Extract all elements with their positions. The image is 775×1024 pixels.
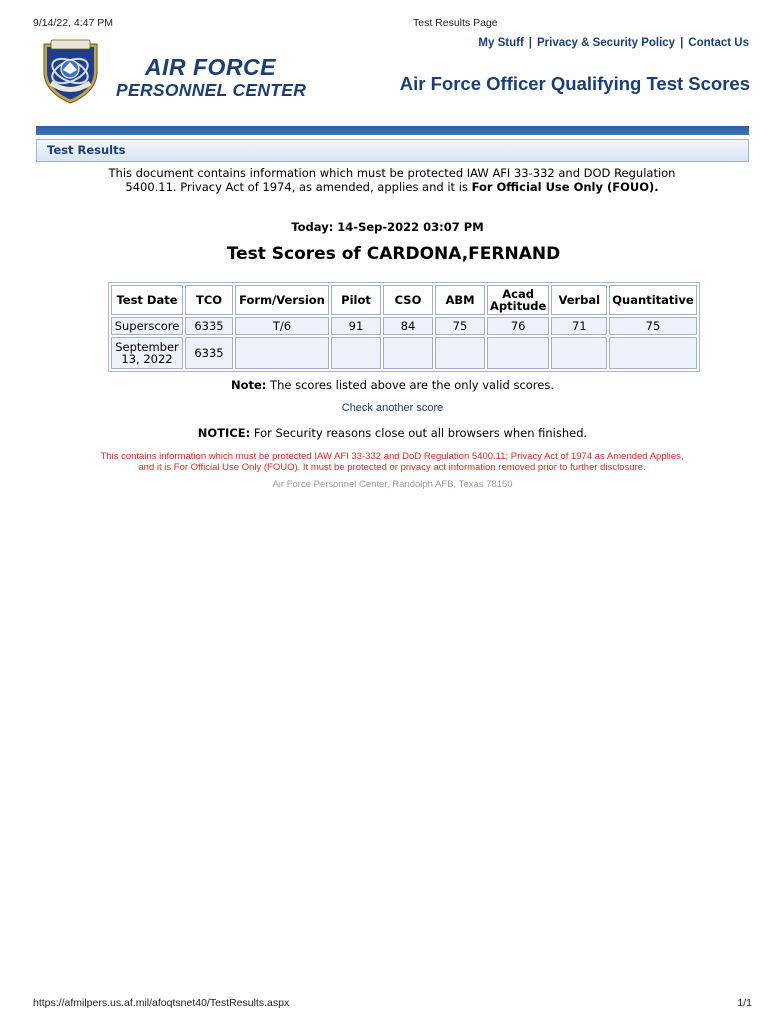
table-row <box>111 337 697 369</box>
cell-verbal <box>551 337 607 369</box>
print-page-title: Test Results Page <box>413 17 498 29</box>
col-verbal: Verbal <box>551 285 607 315</box>
security-notice: NOTICE: For Security reasons close out all browsers when finished. <box>197 426 588 440</box>
table-row <box>111 317 697 335</box>
col-form-version: Form/Version <box>235 285 329 315</box>
cell-acad-aptitude: 76 <box>487 317 549 335</box>
fouo-warning: This contains information which must be protected IAW AFI 33-332 and DoD Regulation 5400.11; Privacy Act of 1974 as Amended Applies, and it is For Official Use Only (FOUO). It must be protected or privacy act information removed prior to further disclosure. <box>100 451 684 473</box>
check-another-score <box>0 402 775 414</box>
scores-table <box>108 282 700 372</box>
col-pilot: Pilot <box>331 285 381 315</box>
cell-acad-aptitude <box>487 337 549 369</box>
afpc-seal-logo <box>38 38 103 104</box>
today-date: Today: 14-Sep-2022 03:07 PM <box>291 220 484 234</box>
cell-test-date: Superscore <box>111 317 183 335</box>
page-footer: Air Force Personnel Center, Randolph AFB, Texas 78150 <box>272 479 513 490</box>
cell-pilot <box>331 337 381 369</box>
cell-cso: 84 <box>383 317 433 335</box>
print-date: 9/14/22, 4:47 PM <box>33 17 113 29</box>
privacy-notice: This document contains information which must be protected IAW AFI 33-332 and DOD Regulation 5400.11. Privacy Act of 1974, as amended, applies and it is For Official Use Only (FOUO). <box>108 166 676 194</box>
cell-abm <box>435 337 485 369</box>
contact-us-link[interactable]: Contact Us <box>688 37 749 49</box>
table-header-row <box>111 285 697 315</box>
cell-cso <box>383 337 433 369</box>
header-divider-bar <box>36 126 749 135</box>
cell-quantitative <box>609 337 696 369</box>
section-header <box>36 139 749 162</box>
cell-quantitative: 75 <box>609 317 696 335</box>
col-acad-aptitude: Acad Aptitude <box>487 285 549 315</box>
brand-personnel-center: PERSONNEL CENTER <box>116 80 307 100</box>
col-tco: TCO <box>185 285 233 315</box>
cell-verbal: 71 <box>551 317 607 335</box>
cell-abm: 75 <box>435 317 485 335</box>
brand-air-force: AIR FORCE <box>145 54 276 80</box>
col-quantitative: Quantitative <box>609 285 696 315</box>
cell-pilot: 91 <box>331 317 381 335</box>
cell-tco: 6335 <box>185 317 233 335</box>
print-page-count: 1/1 <box>737 997 752 1009</box>
col-abm: ABM <box>435 285 485 315</box>
scores-note: Note: The scores listed above are the only valid scores. <box>230 378 555 392</box>
cell-form-version: T/6 <box>235 317 329 335</box>
check-another-score-link[interactable]: Check another score <box>341 402 444 414</box>
cell-form-version <box>235 337 329 369</box>
app-title: Air Force Officer Qualifying Test Scores <box>399 73 750 94</box>
print-url: https://afmilpers.us.af.mil/afoqtsnet40/TestResults.aspx <box>33 997 290 1009</box>
cell-tco: 6335 <box>185 337 233 369</box>
section-title: Test Results <box>47 143 126 157</box>
scores-heading: Test Scores of CARDONA,FERNAND <box>226 244 561 264</box>
col-cso: CSO <box>383 285 433 315</box>
top-links: My Stuff | Privacy & Security Policy | Contact Us <box>478 37 749 49</box>
col-test-date: Test Date <box>111 285 183 315</box>
cell-test-date: September 13, 2022 <box>111 337 183 369</box>
my-stuff-link[interactable]: My Stuff <box>478 37 524 49</box>
privacy-policy-link[interactable]: Privacy & Security Policy <box>537 37 676 49</box>
